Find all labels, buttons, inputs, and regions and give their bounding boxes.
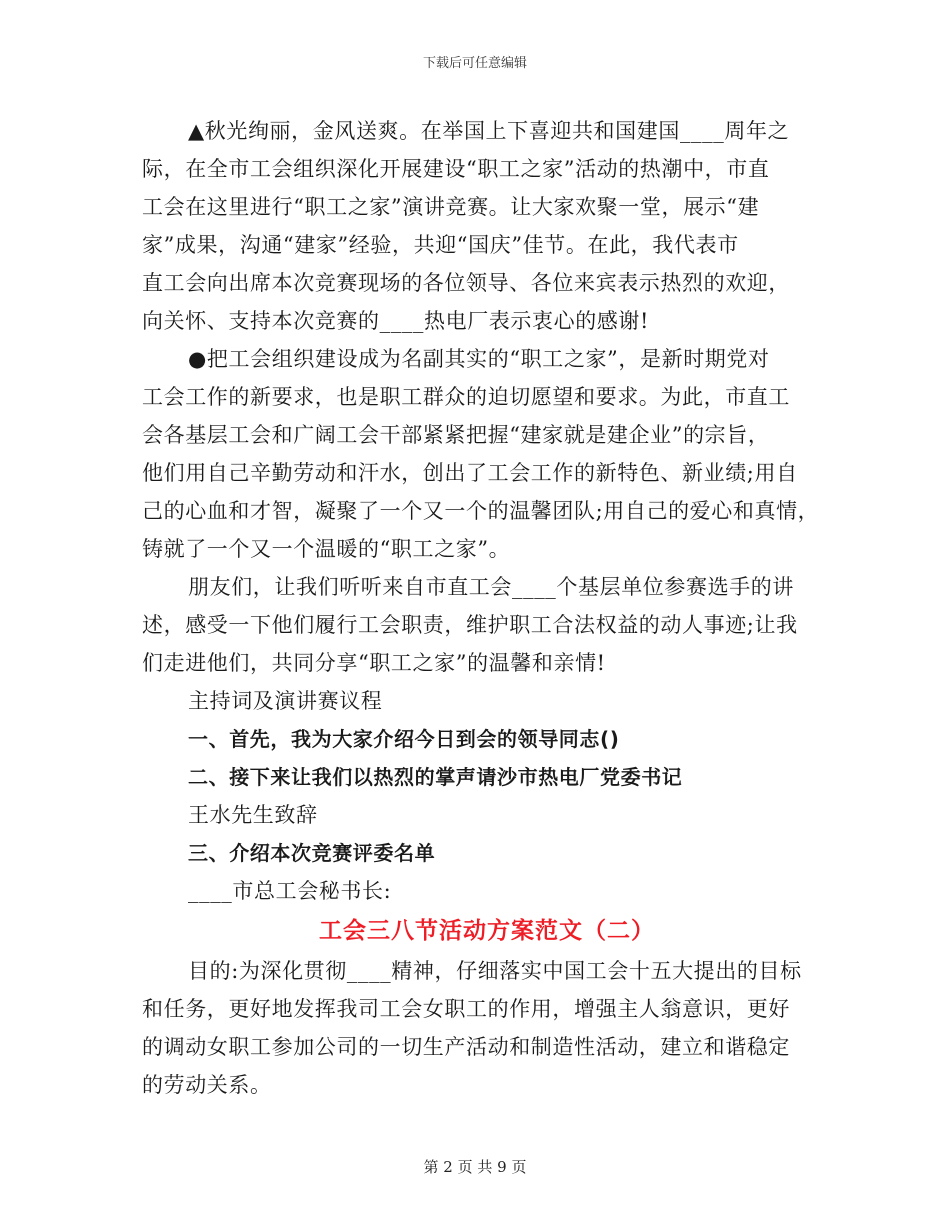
paragraph-line: 工会在这里进行“职工之家”演讲竞赛。让大家欢聚一堂，展示“建 [142, 195, 760, 219]
section-title: 工会三八节活动方案范文（二） [319, 918, 655, 944]
paragraph-line: 工会工作的新要求，也是职工群众的迫切愿望和要求。为此，市直工 [142, 385, 790, 409]
paragraph-line: 家”成果，沟通“建家”经验，共迎“国庆”佳节。在此，我代表市 [142, 233, 739, 257]
paragraph-line: 朋友们，让我们听听来自市直工会____个基层单位参赛选手的讲 [188, 575, 794, 599]
paragraph-line: 向关怀、支持本次竞赛的____热电厂表示衷心的感谢! [142, 309, 650, 333]
page-header-note: 下载后可任意编辑 [422, 56, 527, 71]
paragraph-line: ▲秋光绚丽，金风送爽。在举国上下喜迎共和国建国____周年之 [188, 119, 790, 143]
paragraph-line: 的调动女职工参加公司的一切生产活动和制造性活动，建立和谐稳定 [142, 1035, 790, 1059]
agenda-item-3-cont: ____市总工会秘书长: [188, 879, 392, 903]
agenda-item-1: 一、首先，我为大家介绍今日到会的领导同志() [188, 727, 620, 751]
paragraph-line: 们走进他们，共同分享“职工之家”的温馨和亲情! [142, 651, 606, 675]
agenda-item-2: 二、接下来让我们以热烈的掌声请沙市热电厂党委书记 [188, 765, 683, 789]
agenda-item-3: 三、介绍本次竞赛评委名单 [188, 841, 436, 865]
paragraph-line: 直工会向出席本次竞赛现场的各位领导、各位来宾表示热烈的欢迎， [142, 271, 790, 295]
paragraph-line: 铸就了一个又一个温暖的“职工之家”。 [142, 537, 511, 561]
paragraph-line: 目的:为深化贯彻____精神，仔细落实中国工会十五大提出的目标 [188, 959, 802, 983]
paragraph-line: 会各基层工会和广阔工会干部紧紧把握“建家就是建企业”的宗旨， [142, 423, 770, 447]
paragraph-line: 己的心血和才智，凝聚了一个又一个的温馨团队;用自己的爱心和真情， [142, 499, 820, 523]
agenda-title: 主持词及演讲赛议程 [188, 689, 383, 713]
paragraph-line: 的劳动关系。 [142, 1073, 272, 1097]
paragraph-line: 述，感受一下他们履行工会职责，维护职工合法权益的动人事迹;让我 [142, 613, 798, 637]
agenda-item-2-cont: 王水先生致辞 [188, 803, 318, 827]
paragraph-line: 际，在全市工会组织深化开展建设“职工之家”活动的热潮中，市直 [142, 157, 770, 181]
document-body [142, 112, 820, 1104]
paragraph-line: ●把工会组织建设成为名副其实的“职工之家”，是新时期党对 [188, 347, 770, 371]
paragraph-line: 和任务，更好地发挥我司工会女职工的作用，增强主人翁意识，更好 [142, 997, 790, 1021]
paragraph-line: 他们用自己辛勤劳动和汗水，创出了工会工作的新特色、新业绩;用自 [142, 461, 798, 485]
page-footer-number: 第 2 页 共 9 页 [423, 1158, 527, 1176]
